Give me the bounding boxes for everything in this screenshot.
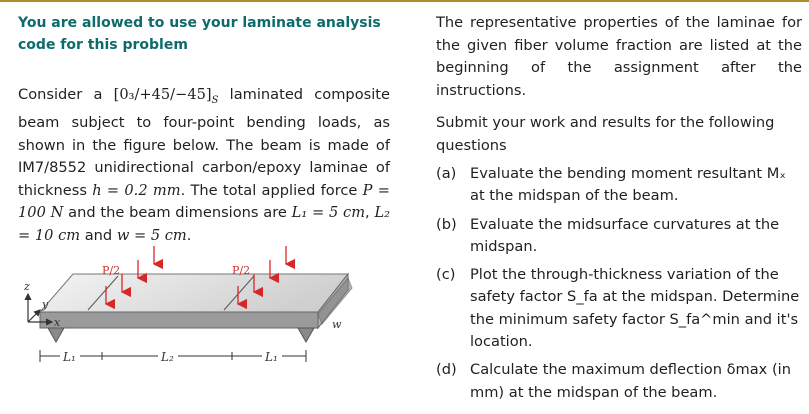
svg-text:x: x	[54, 316, 61, 329]
question-item: (c) Plot the through-thickness variation of the safety factor S_fa at the midspan. Determine the minimum safety factor S_fa^min and it's location.	[436, 266, 800, 351]
svg-text:z: z	[24, 280, 30, 293]
load-label-left: P/2	[102, 264, 121, 277]
top-rule	[0, 0, 809, 2]
left-support	[48, 328, 64, 342]
width-label: w	[332, 318, 342, 331]
question-item: (b) Evaluate the midsurface curvatures at the midspan.	[436, 215, 780, 255]
dim-L2: L₂	[161, 350, 174, 364]
thickness-value: h = 0.2 mm	[92, 181, 181, 199]
dim-L1-right: L₁	[265, 350, 278, 364]
load-label-right: P/2	[232, 264, 251, 277]
allowed-note: You are allowed to use your laminate analysis code for this problem	[18, 15, 381, 53]
question-list	[436, 163, 802, 404]
beam-figure	[18, 244, 402, 410]
submit-lead: Submit your work and results for the following questions	[436, 114, 775, 154]
L2-value: L₂ = 10 cm	[18, 204, 391, 244]
problem-statement: Consider a $[0_3/+45/-45]_S$ laminated composite beam subject to four-point bending loads, as shown in the figure below. The beam is made of IM7/8552 unidirectional carbon/epoxy laminae of thickness h = 0.2 mm. The total applied force P = 100 N and the beam dimensions are L₁ = 5 cm, L₂ = 10 cm and w = 5 cm.	[18, 86, 391, 244]
beam-top-face	[40, 274, 348, 312]
question-item: (a) Evaluate the bending moment resultant Mₓ at the midspan of the beam.	[436, 165, 786, 205]
L1-value: L₁ = 5 cm	[291, 204, 366, 222]
width-value: w = 5 cm	[116, 226, 187, 244]
beam-front-face	[40, 312, 318, 328]
layup-notation: $[0_3/+45/-45]_S$	[113, 86, 219, 106]
right-column	[436, 12, 802, 404]
right-support	[298, 328, 314, 342]
dim-L1-left: L₁	[63, 350, 76, 364]
properties-intro: The representative properties of the laminae for the given fiber volume fraction are listed at the beginning of the assignment after the instructions.	[436, 14, 802, 99]
left-column	[18, 12, 390, 247]
svg-text:y: y	[42, 298, 49, 311]
force-value: P = 100 N	[18, 181, 390, 222]
question-item: (d) Calculate the maximum deflection δmax (in mm) at the midspan of the beam.	[436, 361, 791, 401]
